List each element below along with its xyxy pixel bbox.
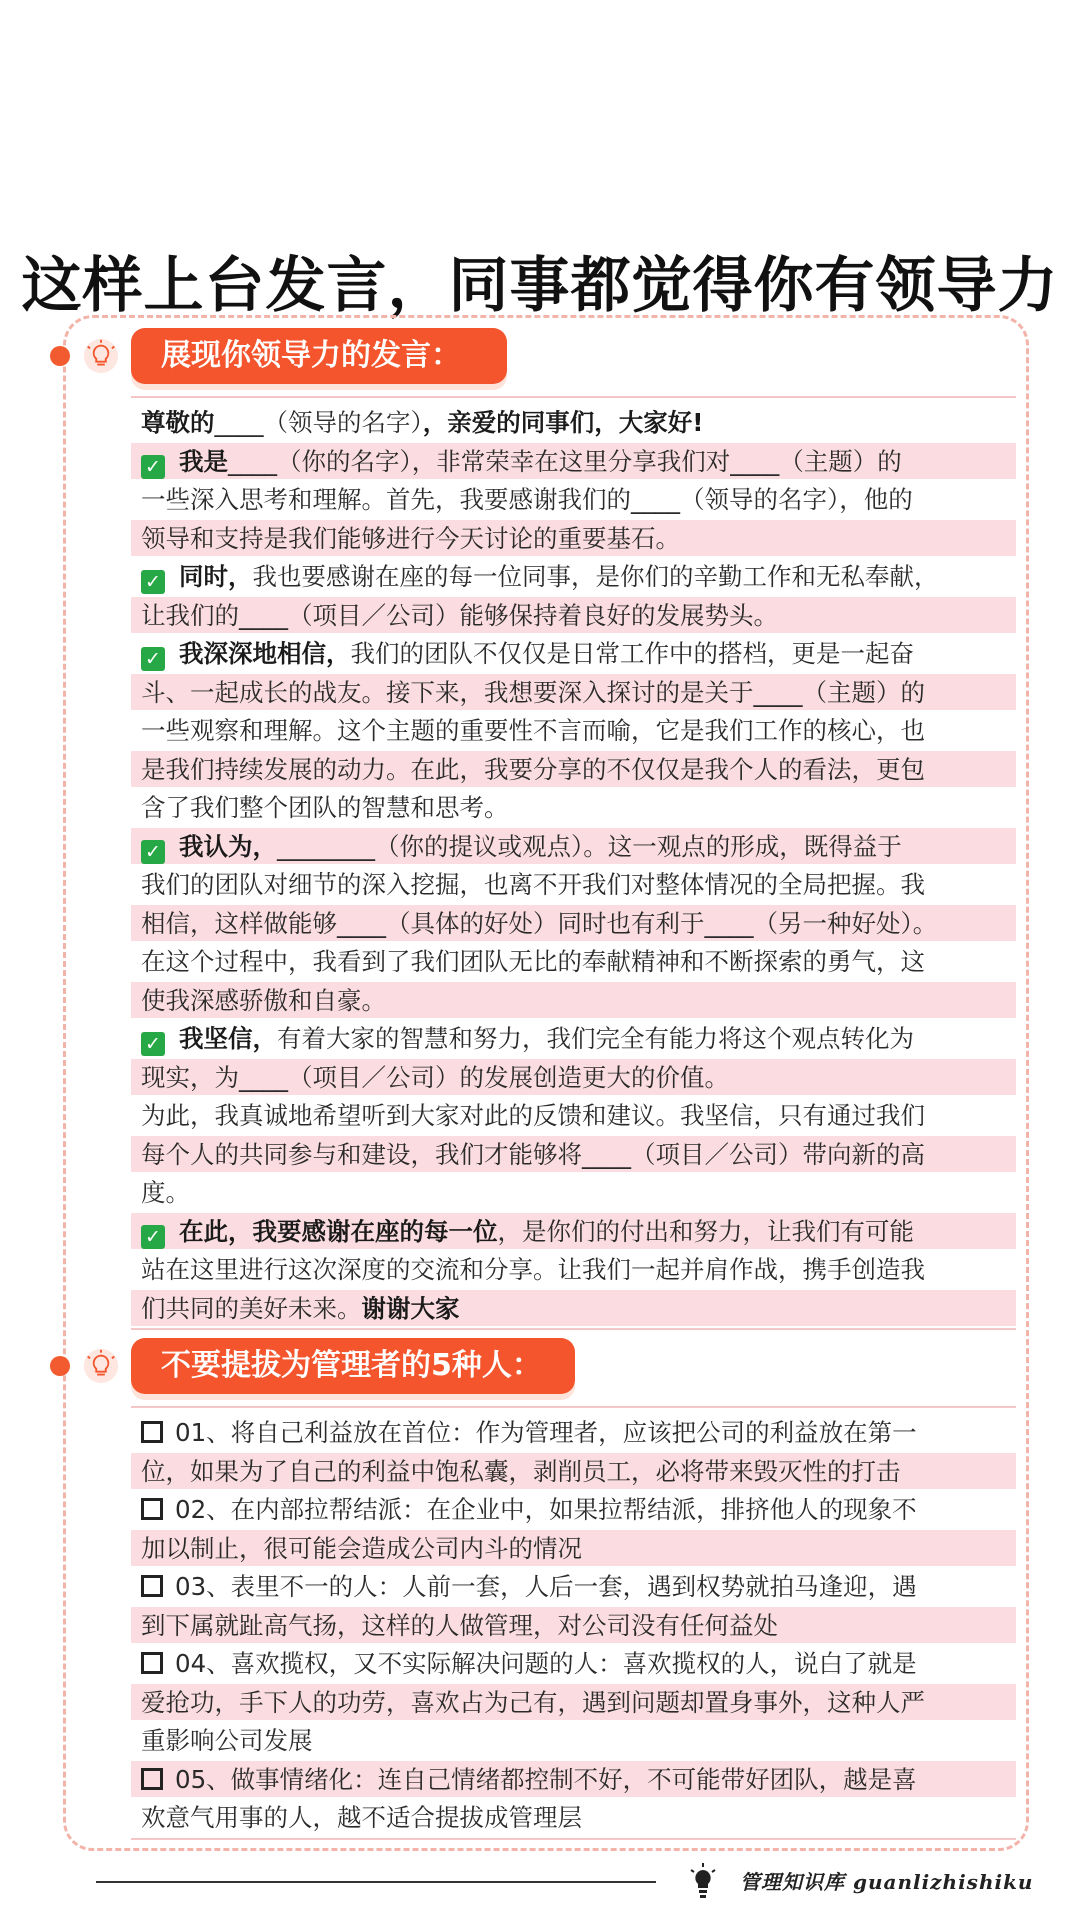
speech-line: ✓ 同时，我也要感谢在座的每一位同事，是你们的辛勤工作和无私奉献， xyxy=(131,558,1016,597)
checkbox-empty-icon xyxy=(141,1768,163,1790)
speech-line: 含了我们整个团队的智慧和思考。 xyxy=(131,789,1016,828)
speech-line: 使我深感骄傲和自豪。 xyxy=(131,982,1016,1021)
checkbox-checked-icon: ✓ xyxy=(141,570,165,594)
speech-line: 斗、一起成长的战友。接下来，我想要深入探讨的是关于____（主题）的 xyxy=(131,674,1016,713)
speech-line: 站在这里进行这次深度的交流和分享。让我们一起并肩作战，携手创造我 xyxy=(131,1251,1016,1290)
checkbox-checked-icon: ✓ xyxy=(141,1032,165,1056)
list-item-line: 重影响公司发展 xyxy=(131,1722,1016,1761)
speech-section xyxy=(131,396,1016,1336)
speech-line: ✓ 在此，我要感谢在座的每一位，是你们的付出和努力，让我们有可能 xyxy=(131,1213,1016,1252)
speech-line: 相信，这样做能够____（具体的好处）同时也有利于____（另一种好处）。 xyxy=(131,905,1016,944)
speech-line: 一些深入思考和理解。首先，我要感谢我们的____（领导的名字），他的 xyxy=(131,481,1016,520)
checkbox-checked-icon: ✓ xyxy=(141,1225,165,1249)
speech-line: 们共同的美好未来。谢谢大家 xyxy=(131,1290,1016,1329)
list-item-line: 到下属就趾高气扬，这样的人做管理，对公司没有任何益处 xyxy=(131,1607,1016,1646)
list-item: 04、喜欢揽权，又不实际解决问题的人：喜欢揽权的人，说白了就是 xyxy=(131,1645,1016,1684)
list-item-line: 位，如果为了自己的利益中饱私囊，剥削员工，必将带来毁灭性的打击 xyxy=(131,1453,1016,1492)
speech-line: 度。 xyxy=(131,1174,1016,1213)
section-heading-dont-promote: 不要提拔为管理者的5种人： xyxy=(131,1338,575,1394)
checkbox-checked-icon: ✓ xyxy=(141,647,165,671)
list-item: 03、表里不一的人：人前一套，人后一套，遇到权势就拍马逢迎，遇 xyxy=(131,1568,1016,1607)
checkbox-empty-icon xyxy=(141,1575,163,1597)
speech-line: 现实，为____（项目／公司）的发展创造更大的价值。 xyxy=(131,1059,1016,1098)
list-item-line: 加以制止，很可能会造成公司内斗的情况 xyxy=(131,1530,1016,1569)
speech-line: ✓ 我坚信，有着大家的智慧和努力，我们完全有能力将这个观点转化为 xyxy=(131,1020,1016,1059)
speech-line: 一些观察和理解。这个主题的重要性不言而喻，它是我们工作的核心，也 xyxy=(131,712,1016,751)
speech-line: 我们的团队对细节的深入挖掘，也离不开我们对整体情况的全局把握。我 xyxy=(131,866,1016,905)
speech-line: 让我们的____（项目／公司）能够保持着良好的发展势头。 xyxy=(131,597,1016,636)
list-item-line: 欢意气用事的人，越不适合提拔成管理层 xyxy=(131,1799,1016,1838)
checkbox-checked-icon: ✓ xyxy=(141,455,165,479)
footer-divider xyxy=(96,1881,656,1883)
speech-line: ✓ 我认为，________（你的提议或观点）。这一观点的形成，既得益于 xyxy=(131,828,1016,867)
speech-line: ✓ 我是____（你的名字），非常荣幸在这里分享我们对____（主题）的 xyxy=(131,443,1016,482)
checkbox-empty-icon xyxy=(141,1421,163,1443)
speech-line: ✓ 我深深地相信，我们的团队不仅仅是日常工作中的搭档，更是一起奋 xyxy=(131,635,1016,674)
speech-line: 每个人的共同参与和建设，我们才能够将____（项目／公司）带向新的高 xyxy=(131,1136,1016,1175)
list-item: 02、在内部拉帮结派：在企业中，如果拉帮结派，排挤他人的现象不 xyxy=(131,1491,1016,1530)
page-title: 这样上台发言，同事都觉得你有领导力 xyxy=(21,251,1059,321)
list-item-line: 爱抢功，手下人的功劳，喜欢占为己有，遇到问题却置身事外，这种人严 xyxy=(131,1684,1016,1723)
checkbox-empty-icon xyxy=(141,1498,163,1520)
timeline-dot xyxy=(50,346,70,366)
speech-line: 在这个过程中，我看到了我们团队无比的奉献精神和不断探索的勇气，这 xyxy=(131,943,1016,982)
speech-line: 为此，我真诚地希望听到大家对此的反馈和建议。我坚信，只有通过我们 xyxy=(131,1097,1016,1136)
list-item: 05、做事情绪化：连自己情绪都控制不好，不可能带好团队，越是喜 xyxy=(131,1761,1016,1800)
lightbulb-icon xyxy=(82,1347,120,1385)
checkbox-empty-icon xyxy=(141,1652,163,1674)
speech-line: 是我们持续发展的动力。在此，我要分享的不仅仅是我个人的看法，更包 xyxy=(131,751,1016,790)
section-heading-leadership: 展现你领导力的发言： xyxy=(131,328,507,384)
list-item: 01、将自己利益放在首位：作为管理者，应该把公司的利益放在第一 xyxy=(131,1414,1016,1453)
speech-line: 领导和支持是我们能够进行今天讨论的重要基石。 xyxy=(131,520,1016,559)
list-section xyxy=(131,1406,1016,1846)
footer-lightbulb-icon xyxy=(688,1862,718,1902)
footer-brand: 管理知识库 guanlizhishiku xyxy=(740,1870,1034,1894)
lightbulb-icon xyxy=(82,337,120,375)
timeline-dot xyxy=(50,1356,70,1376)
speech-line: 尊敬的____（领导的名字），亲爱的同事们，大家好! xyxy=(131,404,1016,443)
checkbox-checked-icon: ✓ xyxy=(141,840,165,864)
